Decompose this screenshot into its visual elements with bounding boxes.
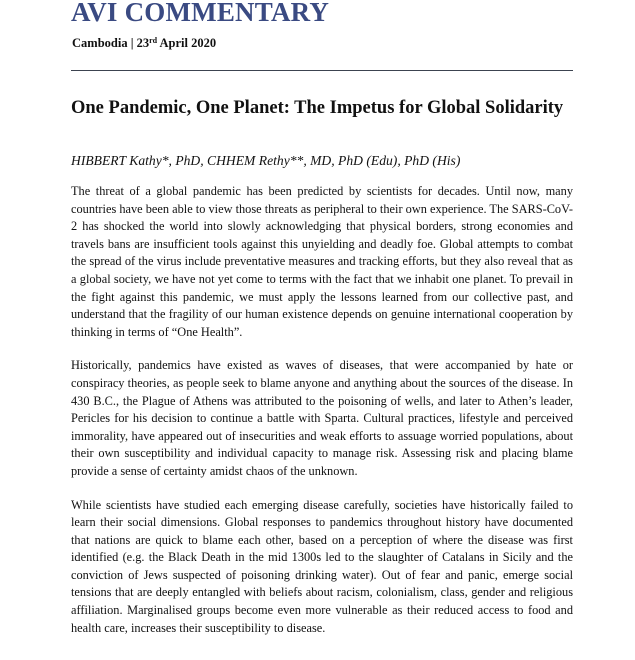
masthead-title: AVI COMMENTARY (71, 0, 330, 27)
dateline (72, 35, 216, 51)
header-divider (71, 70, 573, 71)
paragraph: Historically, pandemics have existed as waves of diseases, that were accompanied by hate or conspiracy theories, as people seek to blame anyone and anything about the sources of the disease. In 430 B.C., the Plague of Athens was attributed to the poisoning of wells, and later to Athen’s leader, Pericles for his decision to continue a battle with Sparta. Cultural practices, lifestyle and perceived immorality, have appeared out of insecurities and weak efforts to assuage worried populations, about their own susceptibility and individual capacity to manage risk. Assessing risk and placing blame provide a sense of certainty amidst chaos of the unknown. (71, 358, 573, 478)
article-body (71, 183, 573, 653)
dateline-month-year: April 2020 (157, 36, 217, 50)
article-authors: HIBBERT Kathy*, PhD, CHHEM Rethy**, MD, PhD (Edu), PhD (His) (71, 153, 461, 168)
paragraph: While scientists have studied each emerging disease carefully, societies have historically failed to learn their social dimensions. Global responses to pandemics throughout history have documented that nations are quick to blame each other, based on a perception of where the disease was first identified (e.g. the Black Death in the mid 1300s led to the slaughter of Catalans in Sicily and the conviction of Jews suspected of poisoning drinking water). Out of fear and panic, emerge social tensions that are deeply entangled with beliefs about racism, colonialism, class, gender and religious affiliation. Marginalised groups become even more vulnerable as their reduced access to food and health care, increases their susceptibility to disease. (71, 497, 573, 635)
paragraph: The threat of a global pandemic has been predicted by scientists for decades. Until now, many countries have been able to view those threats as peripheral to their own experience. The SARS-CoV-2 has shocked the world into slowly acknowledging that physical borders, strong economies and travels bans are insufficient tools against this unyielding and deadly foe. Global attempts to combat the spread of the virus include preventative measures and tracking efforts, but they also reveal that as a global society, we have not yet come to terms with the fact that we inhabit one planet. To prevail in the fight against this pandemic, we must apply the lessons learned from our collective past, and understand that the fragility of our human existence depends on genuine international cooperation by thinking in terms of “One Health”. (71, 184, 573, 339)
dateline-ordinal-suffix: rd (149, 36, 158, 45)
article-title: One Pandemic, One Planet: The Impetus for Global Solidarity (71, 98, 564, 118)
dateline-location-day: Cambodia | 23 (72, 36, 150, 50)
